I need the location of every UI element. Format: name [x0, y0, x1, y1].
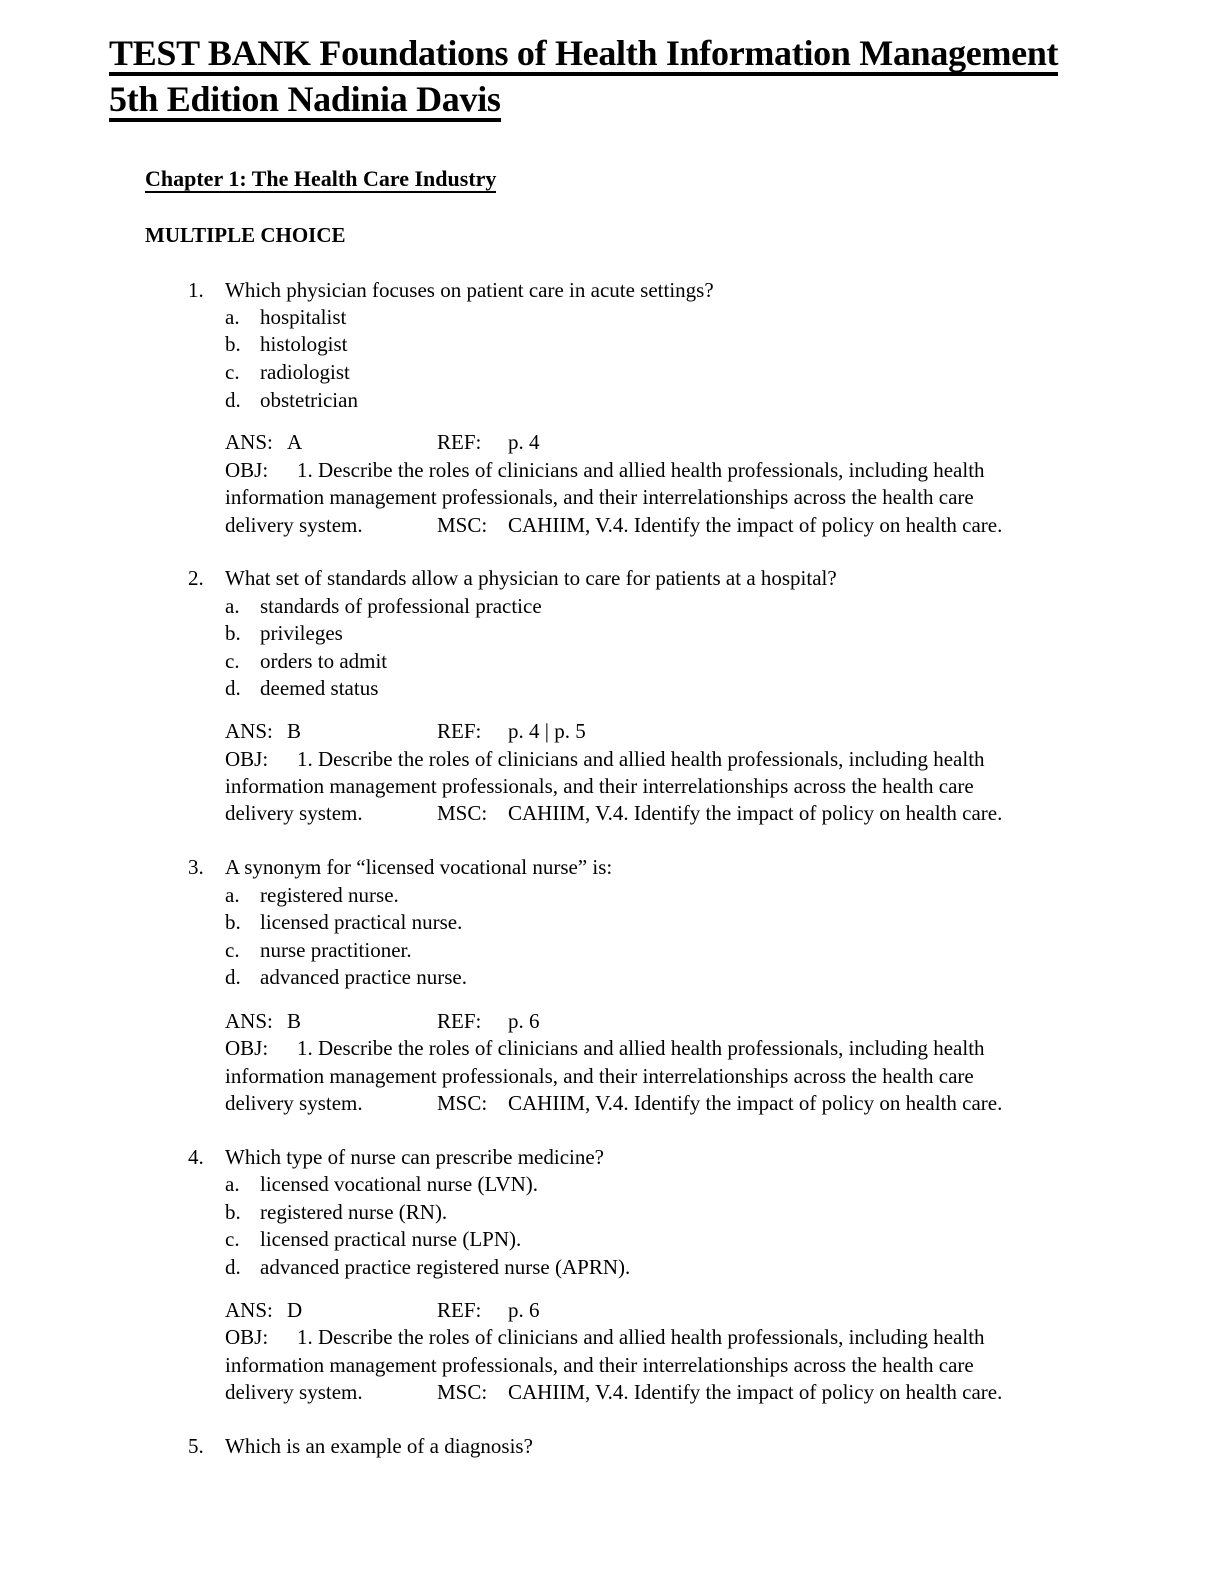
option-text: licensed practical nurse (LPN).: [260, 1227, 522, 1251]
objective-text-line-2: information management professionals, and their interrelationships across the health care: [225, 774, 974, 798]
objective-label: OBJ:: [225, 1325, 269, 1349]
option-letter: c.: [225, 649, 240, 673]
reference-value: p. 4 | p. 5: [508, 719, 586, 743]
answer-label: ANS:: [225, 430, 273, 454]
reference-value: p. 6: [508, 1009, 540, 1033]
answer-label: ANS:: [225, 1009, 273, 1033]
msc-value: CAHIIM, V.4. Identify the impact of policy on health care.: [508, 1091, 1003, 1115]
option-text: orders to admit: [260, 649, 388, 673]
option-text: obstetrician: [260, 388, 358, 412]
objective-text-line-2: information management professionals, and their interrelationships across the health care: [225, 1064, 974, 1088]
document-title-line-2: [109, 79, 501, 122]
option-text: deemed status: [260, 676, 379, 700]
option-text: privileges: [260, 621, 343, 645]
answer-line: [225, 1008, 301, 1034]
objective-text-line-2: information management professionals, and their interrelationships across the health care: [225, 1353, 974, 1377]
answer-label: ANS:: [225, 719, 273, 743]
option-text: registered nurse (RN).: [260, 1200, 448, 1224]
question-text: Which is an example of a diagnosis?: [225, 1434, 533, 1458]
msc-line: [437, 1090, 1002, 1116]
option-letter: a.: [225, 883, 240, 907]
answer-line: [225, 429, 302, 455]
option-letter: b.: [225, 910, 241, 934]
option-letter: a.: [225, 305, 240, 329]
objective-text-line-3: delivery system.: [225, 513, 363, 537]
option-letter: c.: [225, 360, 240, 384]
question-text: A synonym for “licensed vocational nurse” is:: [225, 855, 613, 879]
reference-value: p. 6: [508, 1298, 540, 1322]
document-title-line-1: [109, 33, 1058, 76]
option-letter: d.: [225, 965, 241, 989]
option-letter: b.: [225, 1200, 241, 1224]
objective-text-line-1: 1. Describe the roles of clinicians and allied health professionals, including health: [297, 1325, 985, 1349]
msc-line: [437, 800, 1002, 826]
option-text: radiologist: [260, 360, 350, 384]
msc-value: CAHIIM, V.4. Identify the impact of policy on health care.: [508, 1380, 1003, 1404]
question-text: Which physician focuses on patient care in acute settings?: [225, 278, 714, 302]
title-text-1: TEST BANK Foundations of Health Information Management: [109, 34, 1058, 76]
objective-text-line-3: delivery system.: [225, 1091, 363, 1115]
question-number: 1.: [188, 278, 204, 302]
option-text: advanced practice nurse.: [260, 965, 467, 989]
reference-label: REF:: [437, 430, 482, 454]
reference-label: REF:: [437, 1009, 482, 1033]
chapter-heading: [145, 166, 496, 193]
reference-line: [437, 1008, 540, 1034]
msc-value: CAHIIM, V.4. Identify the impact of policy on health care.: [508, 513, 1003, 537]
option-text: registered nurse.: [260, 883, 399, 907]
option-text: licensed practical nurse.: [260, 910, 463, 934]
answer-value: B: [287, 1009, 302, 1033]
msc-label: MSC:: [437, 513, 488, 537]
title-text-2: 5th Edition Nadinia Davis: [109, 80, 501, 122]
question-text: What set of standards allow a physician to care for patients at a hospital?: [225, 566, 837, 590]
option-text: nurse practitioner.: [260, 938, 412, 962]
answer-line: [225, 718, 301, 744]
option-letter: a.: [225, 1172, 240, 1196]
option-text: hospitalist: [260, 305, 347, 329]
objective-label: OBJ:: [225, 458, 269, 482]
question-text: Which type of nurse can prescribe medicine?: [225, 1145, 604, 1169]
reference-value: p. 4: [508, 430, 540, 454]
answer-label: ANS:: [225, 1298, 273, 1322]
reference-label: REF:: [437, 719, 482, 743]
objective-text-line-2: information management professionals, and their interrelationships across the health care: [225, 485, 974, 509]
option-letter: d.: [225, 1255, 241, 1279]
msc-line: [437, 512, 1002, 538]
option-text: standards of professional practice: [260, 594, 542, 618]
objective-label: OBJ:: [225, 747, 269, 771]
msc-line: [437, 1379, 1002, 1405]
option-letter: c.: [225, 1227, 240, 1251]
objective-text-line-1: 1. Describe the roles of clinicians and allied health professionals, including health: [297, 458, 985, 482]
answer-line: [225, 1297, 302, 1323]
objective-label: OBJ:: [225, 1036, 269, 1060]
answer-value: D: [287, 1298, 303, 1322]
option-text: advanced practice registered nurse (APRN).: [260, 1255, 631, 1279]
answer-value: B: [287, 719, 302, 743]
question-number: 5.: [188, 1434, 204, 1458]
chapter-heading-text: Chapter 1: The Health Care Industry: [145, 166, 497, 191]
option-letter: d.: [225, 676, 241, 700]
msc-label: MSC:: [437, 801, 488, 825]
objective-text-line-3: delivery system.: [225, 801, 363, 825]
msc-label: MSC:: [437, 1091, 488, 1115]
section-heading: MULTIPLE CHOICE: [145, 223, 346, 247]
option-letter: b.: [225, 621, 241, 645]
option-letter: c.: [225, 938, 240, 962]
reference-line: [437, 1297, 540, 1323]
objective-text-line-1: 1. Describe the roles of clinicians and allied health professionals, including health: [297, 747, 985, 771]
option-letter: a.: [225, 594, 240, 618]
option-text: histologist: [260, 332, 348, 356]
reference-line: [437, 429, 540, 455]
objective-text-line-1: 1. Describe the roles of clinicians and allied health professionals, including health: [297, 1036, 985, 1060]
question-number: 2.: [188, 566, 204, 590]
question-number: 4.: [188, 1145, 204, 1169]
objective-text-line-3: delivery system.: [225, 1380, 363, 1404]
reference-line: [437, 718, 586, 744]
msc-label: MSC:: [437, 1380, 488, 1404]
option-text: licensed vocational nurse (LVN).: [260, 1172, 538, 1196]
option-letter: b.: [225, 332, 241, 356]
option-letter: d.: [225, 388, 241, 412]
question-number: 3.: [188, 855, 204, 879]
reference-label: REF:: [437, 1298, 482, 1322]
answer-value: A: [287, 430, 303, 454]
msc-value: CAHIIM, V.4. Identify the impact of policy on health care.: [508, 801, 1003, 825]
